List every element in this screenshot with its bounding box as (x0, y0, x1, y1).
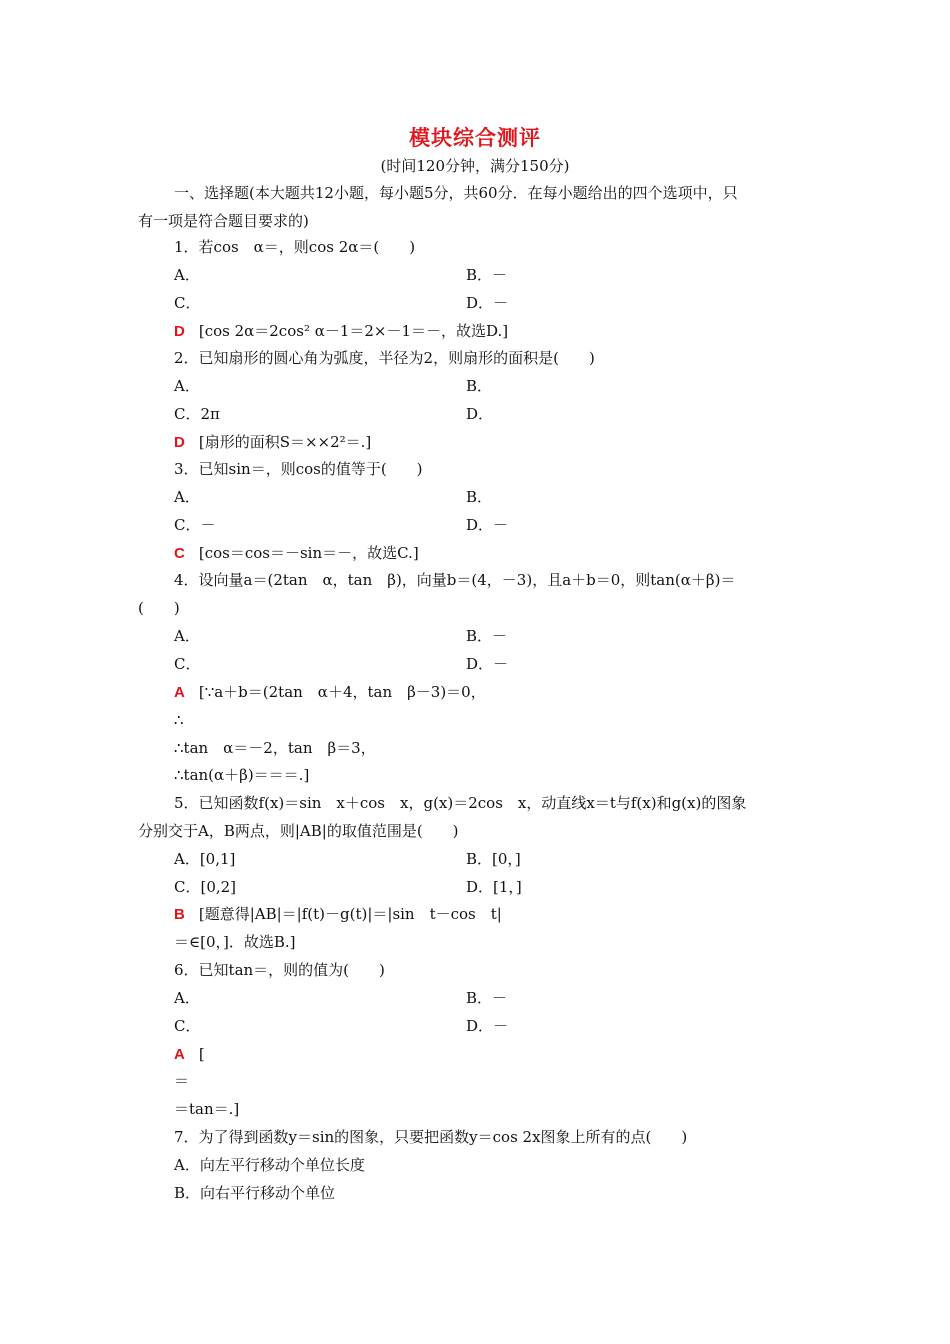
q4-option-a: A． (174, 627, 200, 645)
q5-option-a: A．[0,1] (174, 850, 236, 868)
q5-option-c: C．[0,2] (174, 878, 237, 896)
q1-solution-text: [cos 2α＝2cos² α－1＝2×－1＝－，故选D.] (198, 322, 509, 340)
q4-option-b: B．－ (466, 627, 508, 645)
q6-option-a: A． (174, 989, 200, 1007)
q4-solution-line2: ∴ (174, 711, 184, 729)
q3-option-c: C．－ (174, 516, 216, 534)
q3-option-b: B． (466, 488, 493, 506)
q2-option-d: D． (466, 405, 494, 423)
q4-solution-text: [∵a＋b＝(2tan α＋4，tan β－3)＝0， (198, 683, 486, 701)
q5-option-d: D．[1，] (466, 878, 522, 896)
q2-option-c: C．2π (174, 405, 220, 423)
q2-stem: 2．已知扇形的圆心角为弧度，半径为2，则扇形的面积是( ) (174, 349, 595, 367)
section-intro-line1: 一、选择题(本大题共12小题，每小题5分，共60分．在每小题给出的四个选项中，只 (174, 184, 738, 202)
q2-solution (174, 432, 371, 453)
q6-option-d: D．－ (466, 1017, 509, 1035)
q3-option-d: D．－ (466, 516, 509, 534)
q1-option-d: D．－ (466, 294, 509, 312)
q7-option-a: A．向左平行移动个单位长度 (174, 1156, 365, 1174)
q3-stem: 3．已知sin＝，则cos的值等于( ) (174, 460, 423, 478)
q6-option-b: B．－ (466, 989, 508, 1007)
q1-option-a: A． (174, 266, 200, 284)
q1-option-c: C． (174, 294, 201, 312)
q4-option-c: C． (174, 655, 201, 673)
q5-answer: B (174, 906, 185, 923)
q5-stem-line2: 分别交于A，B两点，则|AB|的取值范围是( ) (138, 822, 459, 840)
q3-answer: C (174, 545, 185, 562)
page-subtitle: (时间120分钟，满分150分) (380, 157, 570, 175)
q2-solution-text: [扇形的面积S＝××2²＝.] (198, 433, 372, 451)
q4-solution-line4: ∴tan(α＋β)＝＝＝.] (174, 766, 310, 784)
q2-option-b: B． (466, 377, 493, 395)
q4-option-d: D．－ (466, 655, 509, 673)
section-intro-line2: 有一项是符合题目要求的) (138, 212, 309, 230)
q6-option-c: C． (174, 1017, 201, 1035)
q6-solution-line2: ＝ (174, 1072, 190, 1090)
q6-solution-text: [ (198, 1045, 205, 1063)
q4-solution-line1 (174, 682, 486, 703)
q6-solution-line3: ＝tan＝.] (174, 1100, 240, 1118)
q1-answer: D (174, 323, 185, 340)
q5-solution-line2: ＝∈[0，]．故选B.] (174, 933, 296, 951)
q4-stem-line1: 4．设向量a＝(2tan α，tan β)，向量b＝(4，－3)，且a＋b＝0，则tan(α＋β)＝ (174, 571, 736, 589)
q5-stem-line1: 5．已知函数f(x)＝sin x＋cos x，g(x)＝2cos x，动直线x＝t与f(x)和g(x)的图象 (174, 794, 747, 812)
q1-option-b: B．－ (466, 266, 508, 284)
q4-answer: A (174, 684, 185, 701)
q7-option-b: B．向右平行移动个单位 (174, 1184, 336, 1202)
q1-stem: 1．若cos α＝，则cos 2α＝( ) (174, 238, 416, 256)
page-title: 模块综合测评 (409, 125, 541, 150)
q3-solution-text: [cos＝cos＝－sin＝－，故选C.] (198, 544, 419, 562)
q5-solution-line1 (174, 904, 502, 925)
q4-stem-line2: ( ) (138, 599, 180, 617)
q2-answer: D (174, 434, 185, 451)
q6-answer: A (174, 1046, 185, 1063)
q5-solution-text: [题意得|AB|＝|f(t)－g(t)|＝|sin t－cos t| (198, 905, 502, 923)
q3-option-a: A． (174, 488, 200, 506)
q7-stem: 7．为了得到函数y＝sin的图象，只要把函数y＝cos 2x图象上所有的点( ) (174, 1128, 688, 1146)
q4-solution-line3: ∴tan α＝－2，tan β＝3， (174, 739, 376, 757)
q2-option-a: A． (174, 377, 200, 395)
q6-solution-line1 (174, 1044, 205, 1065)
q1-solution (174, 321, 508, 342)
q6-stem: 6．已知tan＝，则的值为( ) (174, 961, 385, 979)
q5-option-b: B．[0，] (466, 850, 521, 868)
q3-solution (174, 543, 419, 564)
